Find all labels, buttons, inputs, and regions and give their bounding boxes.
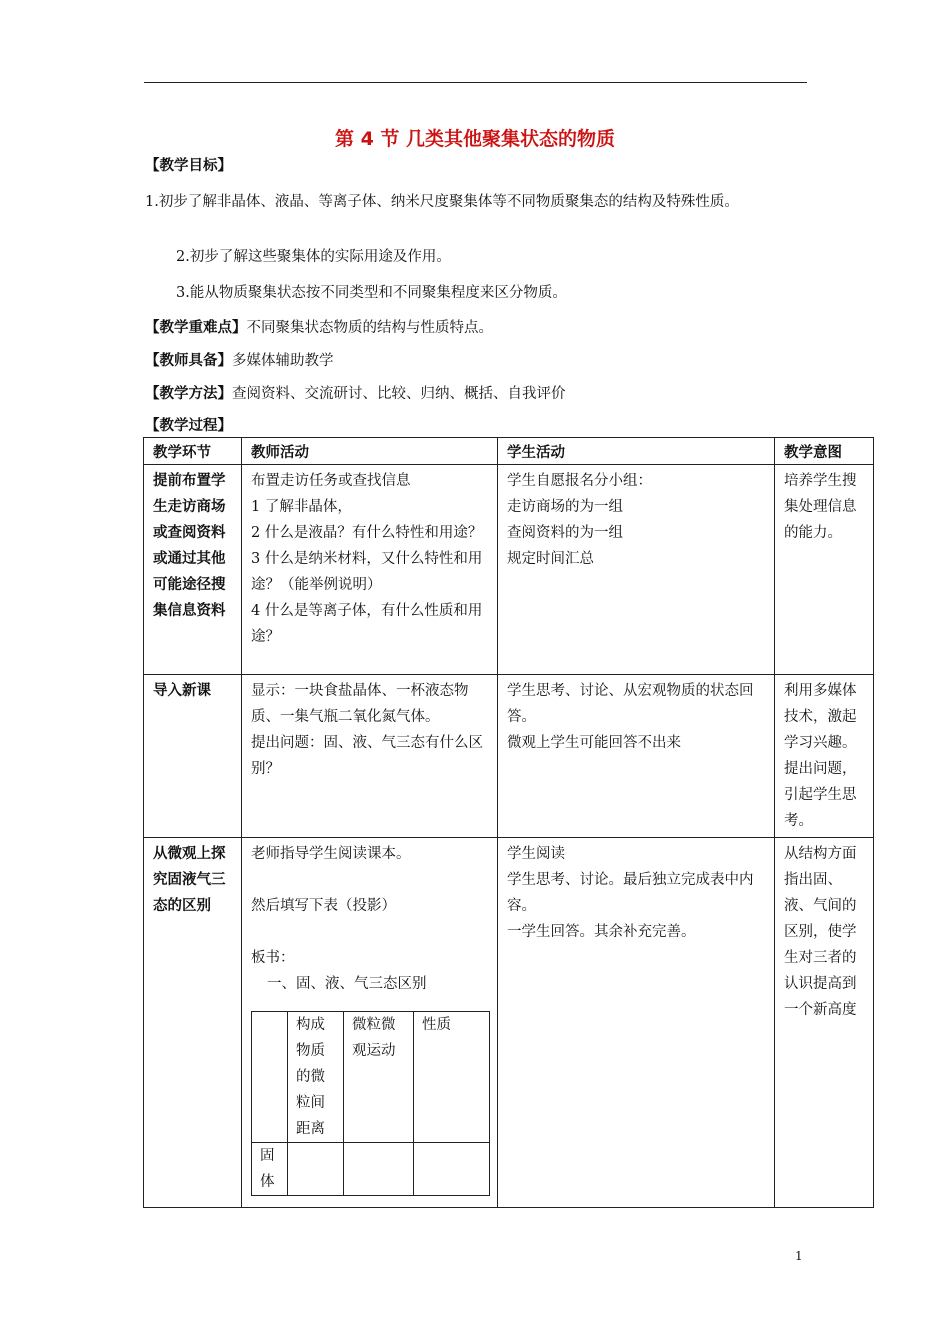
student-line: 学生阅读 <box>507 846 565 862</box>
goal-3: 3.能从物质聚集状态按不同类型和不同聚集程度来区分物质。 <box>176 285 567 301</box>
header-intent: 教学意图 <box>775 438 874 465</box>
teacher-cell <box>242 838 498 1208</box>
goal-2: 2.初步了解这些聚集体的实际用途及作用。 <box>176 249 451 265</box>
preparation-label: 【教师具备】 <box>145 353 232 369</box>
inner-row-label: 固体 <box>252 1143 288 1196</box>
preparation-line <box>145 349 334 370</box>
table-row <box>144 675 874 838</box>
goal-1: 1.初步了解非晶体、液晶、等离子体、纳米尺度聚集体等不同物质聚集态的结构及特殊性质。 <box>145 194 739 210</box>
header-rule <box>144 82 807 83</box>
inner-cell <box>414 1143 490 1196</box>
inner-header-motion: 微粒微观运动 <box>344 1012 414 1143</box>
table-header-row <box>144 438 874 465</box>
stage-cell: 提前布置学生走访商场或查阅资料或通过其他可能途径搜集信息资料 <box>144 465 242 675</box>
key-points-text: 不同聚集状态物质的结构与性质特点。 <box>246 320 493 336</box>
teacher-line: 一、固、液、气三态区别 <box>267 976 427 992</box>
teacher-line: 提出问题：固、液、气三态有什么区别？ <box>251 735 483 777</box>
inner-cell <box>344 1143 414 1196</box>
inner-cell <box>288 1143 344 1196</box>
process-heading: 【教学过程】 <box>145 418 232 434</box>
methods-label: 【教学方法】 <box>145 386 232 402</box>
student-cell <box>498 465 775 675</box>
table-row <box>144 465 874 675</box>
intent-cell: 从结构方面指出固、液、气间的区别，使学生对三者的认识提高到一个新高度 <box>775 838 874 1208</box>
inner-row <box>252 1143 490 1196</box>
student-cell <box>498 675 775 838</box>
inner-header-property: 性质 <box>414 1012 490 1143</box>
intent-cell: 培养学生搜集处理信息的能力。 <box>775 465 874 675</box>
three-states-table <box>251 1011 490 1196</box>
methods-text: 查阅资料、交流研讨、比较、归纳、概括、自我评价 <box>232 386 566 402</box>
teacher-line: 4 什么是等离子体，有什么性质和用途？ <box>251 603 483 645</box>
student-line: 查阅资料的为一组 <box>507 525 623 541</box>
key-points-line <box>145 316 493 337</box>
page-title: 第 4 节 几类其他聚集状态的物质 <box>334 128 616 150</box>
student-line: 学生自愿报名分小组： <box>507 473 652 489</box>
inner-header-row <box>252 1012 490 1143</box>
teacher-line: 3 什么是纳米材料，又什么特性和用途？（能举例说明） <box>251 551 483 593</box>
header-teacher: 教师活动 <box>242 438 498 465</box>
teacher-cell <box>242 675 498 838</box>
intent-cell: 利用多媒体技术，激起学习兴趣。提出问题，引起学生思考。 <box>775 675 874 838</box>
process-table <box>143 437 874 1208</box>
goals-heading: 【教学目标】 <box>145 158 232 174</box>
header-student: 学生活动 <box>498 438 775 465</box>
preparation-text: 多媒体辅助教学 <box>232 353 334 369</box>
teacher-cell <box>242 465 498 675</box>
teacher-line: 老师指导学生阅读课本。 <box>251 846 411 862</box>
header-stage: 教学环节 <box>144 438 242 465</box>
teacher-line: 2 什么是液晶？有什么特性和用途？ <box>251 525 483 541</box>
student-line: 规定时间汇总 <box>507 551 594 567</box>
student-line: 学生思考、讨论。最后独立完成表中内容。 <box>507 872 754 914</box>
teacher-line: 显示：一块食盐晶体、一杯液态物质、一集气瓶二氧化氮气体。 <box>251 683 469 725</box>
student-line: 走访商场的为一组 <box>507 499 623 515</box>
table-row <box>144 838 874 1208</box>
student-cell <box>498 838 775 1208</box>
inner-header-blank <box>252 1012 288 1143</box>
student-line: 一学生回答。其余补充完善。 <box>507 924 696 940</box>
stage-cell: 导入新课 <box>144 675 242 838</box>
student-line: 微观上学生可能回答不出来 <box>507 735 681 751</box>
page-number: 1 <box>795 1249 803 1263</box>
inner-header-distance: 构成物质的微粒间距离 <box>288 1012 344 1143</box>
teacher-line: 1 了解非晶体， <box>251 499 352 515</box>
methods-line <box>145 382 566 403</box>
teacher-line: 板书： <box>251 950 295 966</box>
teacher-line: 布置走访任务或查找信息 <box>251 473 411 489</box>
stage-cell: 从微观上探究固液气三态的区别 <box>144 838 242 1208</box>
teacher-line: 然后填写下表（投影） <box>251 898 396 914</box>
key-points-label: 【教学重难点】 <box>145 320 247 336</box>
student-line: 学生思考、讨论、从宏观物质的状态回答。 <box>507 683 754 725</box>
